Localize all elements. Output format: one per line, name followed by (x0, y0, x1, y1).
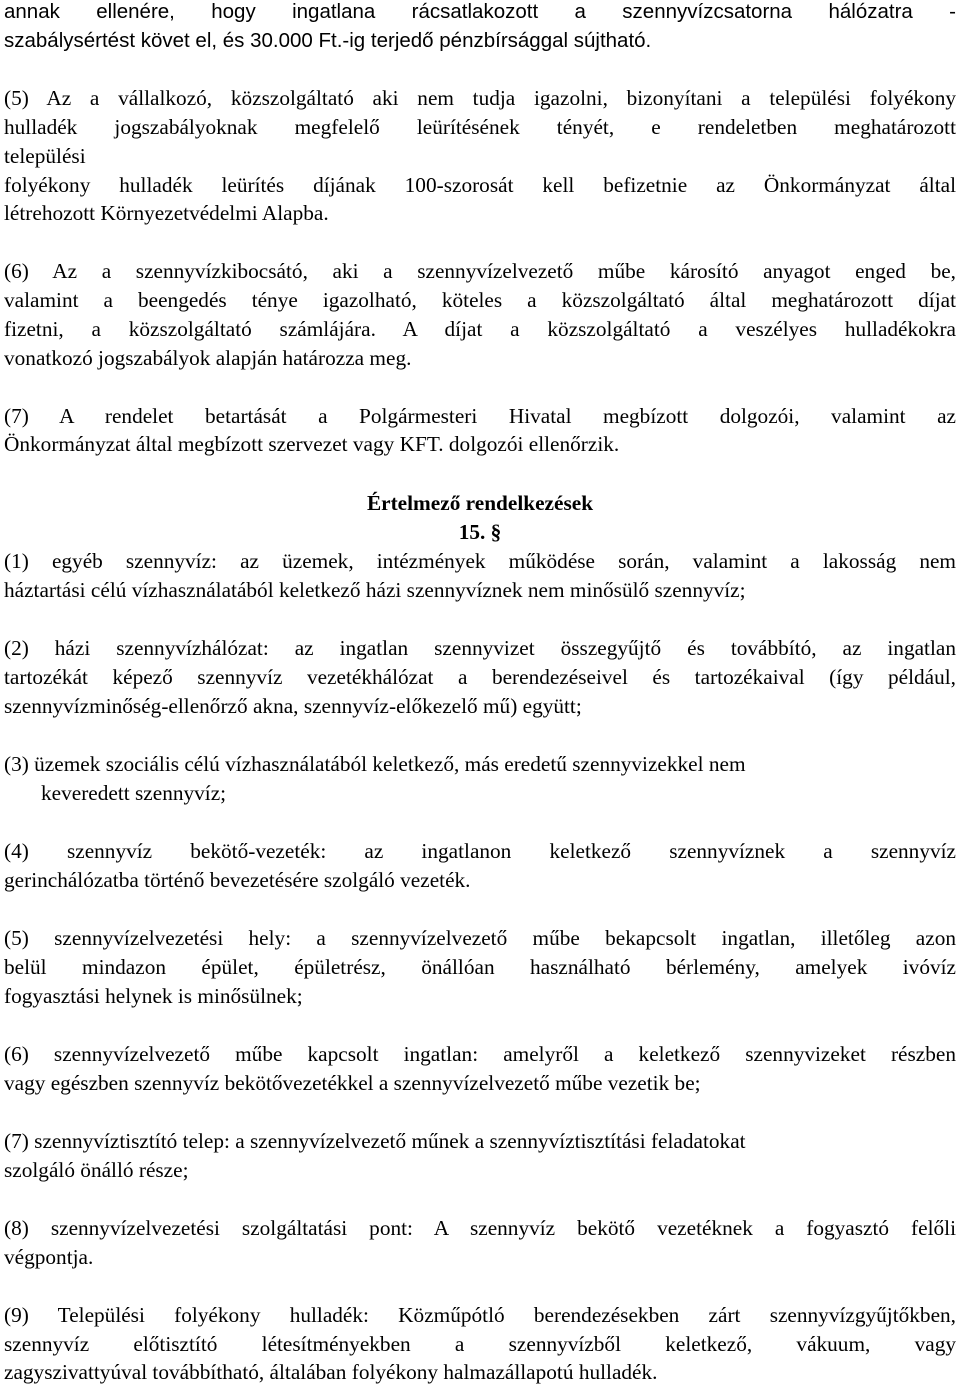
def7-line-1: (7) szennyvíztisztító telep: a szennyvízelvezető műnek a szennyvíztisztítási feladatokat (4, 1129, 746, 1153)
section-heading: Értelmező rendelkezések (366, 491, 594, 515)
section-number: 15. § (458, 520, 502, 544)
def2-line-3: szennyvízminőség-ellenőrző akna, szennyvíz-előkezelő mű) együtt; (4, 694, 582, 718)
def5-line-2: belül mindazon épület, épületrész, önállóan használható bérlemény, amelyek ivóvíz (4, 955, 956, 979)
def9-line-2: szennyvíz előtisztító létesítményekben a szennyvízből keletkező, vákuum, vagy (4, 1332, 956, 1356)
para5-line-4: folyékony hulladék leürítés díjának 100-szorosát kell befizetnie az Önkormányzat által (4, 173, 956, 197)
para6-line-3: fizetni, a közszolgáltató számlájára. A díjat a közszolgáltató a veszélyes hulladékokra (4, 317, 956, 341)
def1-line-2: háztartási célú vízhasználatából keletkező házi szennyvíznek nem minősülő szennyvíz; (4, 578, 746, 602)
para6-line-2: valamint a beengedés ténye igazolható, köteles a közszolgáltató által meghatározott díjat (4, 288, 956, 312)
def8-line-2: végpontja. (4, 1245, 94, 1269)
def5-line-1: (5) szennyvízelvezetési hely: a szennyvízelvezető műbe bekapcsolt ingatlan, illetőleg azon (4, 926, 956, 950)
def6-line-2: vagy egészben szennyvíz bekötővezetékkel a szennyvízelvezető műbe vezetik be; (4, 1071, 701, 1095)
intro-line-1: annak ellenére, hogy ingatlana rácsatlakozott a szennyvízcsatorna hálózatra - (4, 0, 956, 23)
para6-line-4: vonatkozó jogszabályok alapján határozza meg. (4, 346, 412, 370)
def9-line-1: (9) Települési folyékony hulladék: Közműpótló berendezésekben zárt szennyvízgyűjtőkben, (4, 1303, 956, 1327)
para5-line-1: (5) Az a vállalkozó, közszolgáltató aki nem tudja igazolni, bizonyítani a települési folyékony (4, 86, 956, 110)
def5-line-3: fogyasztási helynek is minősülnek; (4, 984, 303, 1008)
def6-line-1: (6) szennyvízelvezető műbe kapcsolt ingatlan: amelyről a keletkező szennyvizeket részben (4, 1042, 956, 1066)
para5-line-5: létrehozott Környezetvédelmi Alapba. (4, 201, 329, 225)
def4-line-2: gerinchálózatba történő bevezetésére szolgáló vezeték. (4, 868, 471, 892)
para5-line-2: hulladék jogszabályoknak megfelelő leürítésének tényét, e rendeletben meghatározott (4, 115, 956, 139)
para6-line-1: (6) Az a szennyvízkibocsátó, aki a szennyvízelvezető műbe károsító anyagot enged be, (4, 259, 956, 283)
def8-line-1: (8) szennyvízelvezetési szolgáltatási pont: A szennyvíz bekötő vezetéknek a fogyasztó felőli (4, 1216, 956, 1240)
para5-line-3: települési (4, 144, 86, 168)
def7-line-2: szolgáló önálló része; (4, 1158, 189, 1182)
para7-line-2: Önkormányzat által megbízott szervezet vagy KFT. dolgozói ellenőrzik. (4, 432, 620, 456)
def2-line-1: (2) házi szennyvízhálózat: az ingatlan szennyvizet összegyűjtő és továbbító, az ingatlan (4, 636, 956, 660)
def4-line-1: (4) szennyvíz bekötő-vezeték: az ingatlanon keletkező szennyvíznek a szennyvíz (4, 839, 956, 863)
def3-line-1: (3) üzemek szociális célú vízhasználatából keletkező, más eredetű szennyvizekkel nem (4, 752, 746, 776)
para7-line-1: (7) A rendelet betartását a Polgármesteri Hivatal megbízott dolgozói, valamint az (4, 404, 956, 428)
def1-line-1: (1) egyéb szennyvíz: az üzemek, intézmények működése során, valamint a lakosság nem (4, 549, 956, 573)
def3-line-2: keveredett szennyvíz; (41, 781, 227, 805)
def2-line-2: tartozékát képező szennyvíz vezetékhálózat a berendezéseivel és tartozékaival (így például, (4, 665, 956, 689)
intro-line-2: szabálysértést követ el, és 30.000 Ft.-ig terjedő pénzbírsággal sújtható. (4, 29, 652, 52)
def9-line-3: zagyszivattyúval továbbítható, általában folyékony halmazállapotú hulladék. (4, 1360, 658, 1384)
